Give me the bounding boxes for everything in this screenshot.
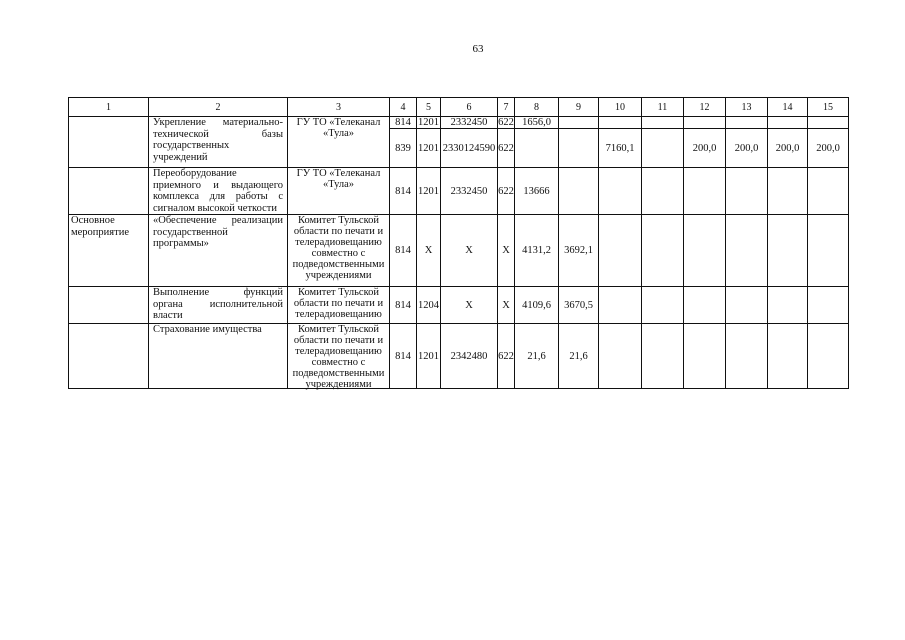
header-cell: 5 — [417, 98, 441, 117]
activity-name-cell: Укрепление материально-технической базы государственных учреждений — [149, 117, 288, 168]
header-cell: 3 — [288, 98, 390, 117]
amount-cell — [684, 117, 726, 129]
code-cell: 814 — [390, 168, 417, 215]
amount-cell — [642, 324, 684, 389]
category-cell — [69, 324, 149, 389]
executor-cell: Комитет Тульской области по печати и телерадиовещанию совместно с подведомственными учреждениями — [288, 324, 390, 389]
code-cell: 2330124590 — [441, 129, 498, 168]
code-cell: 814 — [390, 117, 417, 129]
code-cell: Х — [441, 287, 498, 324]
activity-name-cell: Выполнение функций органа исполнительной власти — [149, 287, 288, 324]
amount-cell — [599, 287, 642, 324]
code-cell: 2332450 — [441, 117, 498, 129]
amount-cell — [642, 215, 684, 287]
amount-cell — [515, 129, 559, 168]
amount-cell: 4131,2 — [515, 215, 559, 287]
header-cell: 2 — [149, 98, 288, 117]
code-cell: 1201 — [417, 324, 441, 389]
header-cell: 12 — [684, 98, 726, 117]
amount-cell — [768, 168, 808, 215]
amount-cell: 7160,1 — [599, 129, 642, 168]
header-cell: 10 — [599, 98, 642, 117]
code-cell: Х — [498, 215, 515, 287]
page-number: 63 — [472, 43, 484, 55]
amount-cell: 200,0 — [726, 129, 768, 168]
amount-cell — [808, 117, 849, 129]
code-cell: 814 — [390, 287, 417, 324]
executor-cell: ГУ ТО «Телеканал «Тула» — [288, 168, 390, 215]
activity-name-cell: «Обеспечение реализации государственной программы» — [149, 215, 288, 287]
code-cell: Х — [441, 215, 498, 287]
amount-cell — [642, 129, 684, 168]
code-cell: 1201 — [417, 129, 441, 168]
amount-cell — [726, 168, 768, 215]
amount-cell — [599, 324, 642, 389]
header-cell: 7 — [498, 98, 515, 117]
amount-cell: 4109,6 — [515, 287, 559, 324]
amount-cell: 13666 — [515, 168, 559, 215]
amount-cell: 21,6 — [515, 324, 559, 389]
amount-cell — [642, 287, 684, 324]
amount-cell — [684, 168, 726, 215]
amount-cell — [808, 168, 849, 215]
header-cell: 14 — [768, 98, 808, 117]
header-cell: 9 — [559, 98, 599, 117]
amount-cell — [599, 215, 642, 287]
code-cell: 622 — [498, 324, 515, 389]
executor-cell: Комитет Тульской области по печати и телерадиовещанию совместно с подведомственными учреждениями — [288, 215, 390, 287]
amount-cell — [768, 324, 808, 389]
code-cell: 622 — [498, 129, 515, 168]
header-cell: 4 — [390, 98, 417, 117]
amount-cell — [726, 324, 768, 389]
header-cell: 6 — [441, 98, 498, 117]
header-cell: 15 — [808, 98, 849, 117]
amount-cell — [559, 117, 599, 129]
code-cell: 622 — [498, 168, 515, 215]
code-cell: 814 — [390, 324, 417, 389]
amount-cell — [559, 129, 599, 168]
header-cell: 1 — [69, 98, 149, 117]
amount-cell — [642, 117, 684, 129]
amount-cell: 3692,1 — [559, 215, 599, 287]
activity-name-cell: Переоборудование приемного и выдающего комплекса для работы с сигналом высокой четкости — [149, 168, 288, 215]
amount-cell: 200,0 — [684, 129, 726, 168]
code-cell: 839 — [390, 129, 417, 168]
amount-cell — [559, 168, 599, 215]
code-cell: 1201 — [418, 117, 439, 128]
amount-cell: 1656,0 — [515, 117, 559, 129]
amount-cell — [768, 117, 808, 129]
program-financing-table — [68, 97, 849, 389]
amount-cell: 200,0 — [808, 129, 849, 168]
code-cell: 622 — [498, 117, 514, 128]
executor-cell: Комитет Тульской области по печати и телерадиовещанию — [288, 287, 390, 324]
code-cell: Х — [498, 287, 515, 324]
amount-cell — [599, 168, 642, 215]
code-cell: 2342480 — [441, 324, 498, 389]
amount-cell — [684, 287, 726, 324]
amount-cell: 21,6 — [559, 324, 599, 389]
header-cell: 11 — [642, 98, 684, 117]
category-cell — [69, 117, 149, 168]
header-cell: 8 — [515, 98, 559, 117]
category-cell — [69, 168, 149, 215]
amount-cell — [642, 168, 684, 215]
amount-cell — [808, 324, 849, 389]
category-cell: Основное мероприятие — [69, 215, 149, 287]
amount-cell — [726, 287, 768, 324]
category-cell — [69, 287, 149, 324]
code-cell: 1201 — [417, 168, 441, 215]
amount-cell — [768, 215, 808, 287]
amount-cell: 3670,5 — [559, 287, 599, 324]
amount-cell — [726, 117, 768, 129]
amount-cell — [726, 215, 768, 287]
activity-name-cell: Страхование имущества — [149, 324, 288, 389]
header-cell: 13 — [726, 98, 768, 117]
amount-cell — [599, 117, 642, 129]
code-cell: 2332450 — [441, 168, 498, 215]
code-cell: Х — [417, 215, 441, 287]
amount-cell: 200,0 — [768, 129, 808, 168]
executor-cell: ГУ ТО «Телеканал «Тула» — [288, 117, 390, 168]
code-cell: 1204 — [417, 287, 441, 324]
code-cell: 814 — [390, 215, 417, 287]
amount-cell — [684, 215, 726, 287]
amount-cell — [768, 287, 808, 324]
amount-cell — [684, 324, 726, 389]
amount-cell — [808, 215, 849, 287]
amount-cell — [808, 287, 849, 324]
